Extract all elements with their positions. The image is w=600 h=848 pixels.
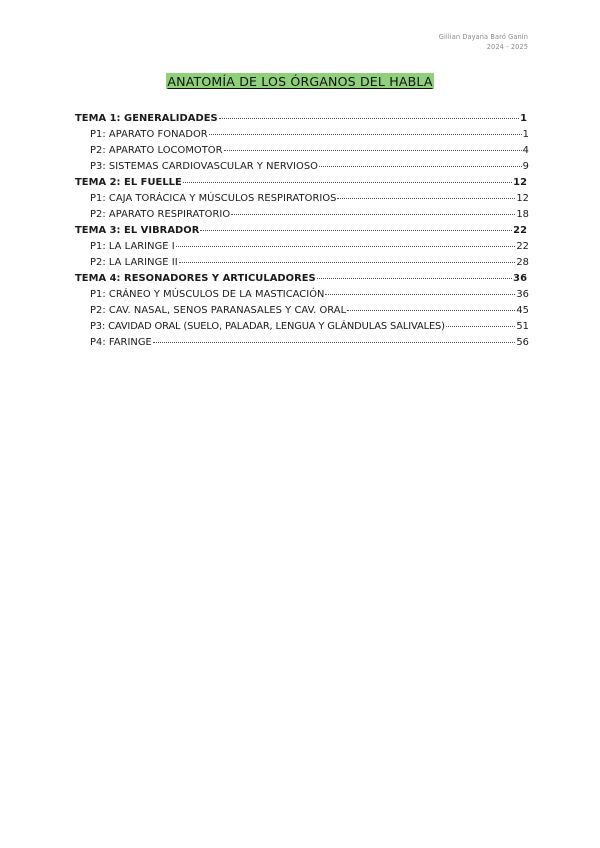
- toc-entry-page: 1: [520, 113, 527, 124]
- toc-entry-label: P2: APARATO RESPIRATORIO: [90, 209, 231, 220]
- toc-entry-tema-2[interactable]: [75, 175, 527, 191]
- toc-entry-page: 1: [522, 129, 529, 140]
- toc-entry-label: TEMA 4: RESONADORES Y ARTICULADORES: [75, 273, 316, 284]
- toc-leader-dots: [209, 134, 522, 135]
- toc-entry-page: 22: [513, 225, 527, 236]
- toc-leader-dots: [219, 118, 519, 119]
- author-name: Gillian Dayana Baró Ganín: [438, 33, 528, 41]
- toc-entry-label: P1: CAJA TORÁCICA Y MÚSCULOS RESPIRATORIOS: [90, 193, 337, 204]
- title-container: [0, 71, 600, 90]
- document-title: ANATOMÍA DE LOS ÓRGANOS DEL HABLA: [167, 74, 433, 89]
- toc-entry-tema-4-p3[interactable]: [75, 319, 529, 335]
- toc-entry-label: TEMA 1: GENERALIDADES: [75, 113, 218, 124]
- toc-entry-page: 9: [522, 161, 529, 172]
- table-of-contents: [75, 111, 527, 351]
- toc-entry-tema-4[interactable]: [75, 271, 527, 287]
- toc-entry-label: TEMA 3: EL VIBRADOR: [75, 225, 200, 236]
- toc-entry-label: P2: LA LARINGE II: [90, 257, 178, 268]
- toc-entry-label: P1: CRÁNEO Y MÚSCULOS DE LA MASTICACIÓN: [90, 289, 325, 300]
- toc-entry-label: P1: APARATO FONADOR: [90, 129, 208, 140]
- toc-entry-page: 22: [516, 241, 529, 252]
- toc-entry-tema-1-p1[interactable]: [75, 127, 529, 143]
- academic-year: 2024 - 2025: [486, 42, 528, 51]
- toc-entry-tema-3[interactable]: [75, 223, 527, 239]
- toc-leader-dots: [325, 294, 515, 295]
- toc-entry-label: P1: LA LARINGE I: [90, 241, 175, 252]
- toc-entry-tema-2-p1[interactable]: [75, 191, 529, 207]
- toc-entry-tema-4-p2[interactable]: [75, 303, 529, 319]
- toc-leader-dots: [337, 198, 515, 199]
- toc-entry-label: P2: APARATO LOCOMOTOR: [90, 145, 223, 156]
- toc-entry-page: 36: [516, 289, 529, 300]
- toc-leader-dots: [176, 246, 516, 247]
- toc-leader-dots: [153, 342, 515, 343]
- toc-entry-page: 56: [516, 337, 529, 348]
- toc-entry-page: 12: [516, 193, 529, 204]
- toc-leader-dots: [446, 326, 515, 327]
- toc-entry-tema-3-p2[interactable]: [75, 255, 529, 271]
- toc-entry-page: 36: [513, 273, 527, 284]
- toc-entry-tema-4-p4[interactable]: [75, 335, 529, 351]
- toc-entry-tema-4-p1[interactable]: [75, 287, 529, 303]
- toc-leader-dots: [317, 278, 512, 279]
- toc-entry-page: 18: [516, 209, 529, 220]
- toc-entry-tema-1-p3[interactable]: [75, 159, 529, 175]
- page-header: [439, 33, 528, 52]
- toc-entry-page: 45: [516, 305, 529, 316]
- toc-leader-dots: [224, 150, 522, 151]
- toc-leader-dots: [179, 262, 516, 263]
- toc-entry-tema-1-p2[interactable]: [75, 143, 529, 159]
- toc-entry-label: P3: CAVIDAD ORAL (SUELO, PALADAR, LENGUA Y GLÁNDULAS SALIVALES): [90, 321, 445, 332]
- toc-entry-page: 12: [513, 177, 527, 188]
- toc-entry-label: P4: FARINGE: [90, 337, 152, 348]
- toc-entry-tema-1[interactable]: [75, 111, 527, 127]
- toc-entry-page: 51: [516, 321, 529, 332]
- toc-leader-dots: [183, 182, 512, 183]
- toc-leader-dots: [231, 214, 515, 215]
- toc-entry-tema-3-p1[interactable]: [75, 239, 529, 255]
- toc-leader-dots: [200, 230, 512, 231]
- toc-leader-dots: [347, 310, 515, 311]
- toc-entry-label: TEMA 2: EL FUELLE: [75, 177, 182, 188]
- toc-leader-dots: [319, 166, 522, 167]
- toc-entry-label: P2: CAV. NASAL, SENOS PARANASALES Y CAV. ORAL: [90, 305, 347, 316]
- toc-entry-label: P3: SISTEMAS CARDIOVASCULAR Y NERVIOSO: [90, 161, 318, 172]
- toc-entry-tema-2-p2[interactable]: [75, 207, 529, 223]
- toc-entry-page: 28: [516, 257, 529, 268]
- toc-entry-page: 4: [522, 145, 529, 156]
